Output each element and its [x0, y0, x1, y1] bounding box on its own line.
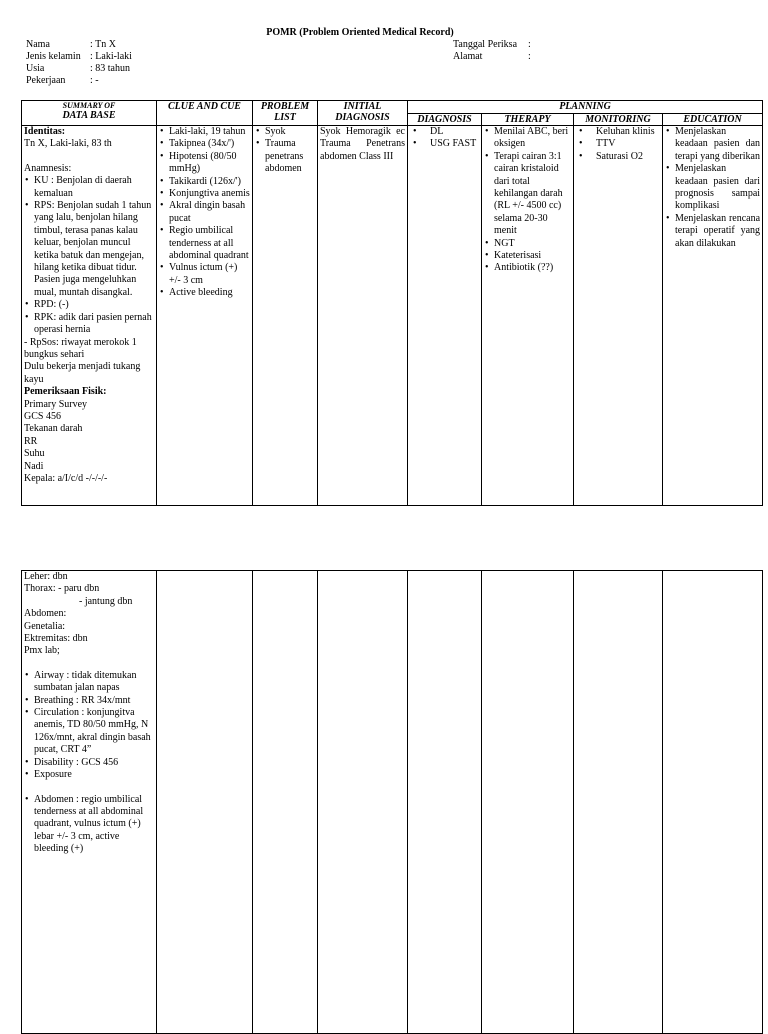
header-therapy: THERAPY	[482, 114, 574, 126]
info-label: Jenis kelamin	[26, 51, 81, 62]
cell-clue	[157, 126, 253, 506]
list-item: • NGT	[494, 238, 571, 250]
cell-therapy	[482, 126, 574, 506]
empty-cell	[663, 571, 763, 1034]
info-label: Usia	[26, 63, 45, 74]
list-item: • Airway : tidak ditemukan sumbatan jalan napas	[34, 670, 154, 695]
list-item: • Saturasi O2	[596, 151, 660, 163]
list-item: • Takipnea (34x/')	[169, 138, 250, 150]
list-item: • Menjelaskan rencana terapi operatif yang akan dilakukan	[675, 213, 760, 250]
abdomen-list	[24, 794, 154, 856]
empty-cell	[157, 571, 253, 1034]
list-item: • Disability : GCS 456	[34, 757, 154, 769]
monitoring-list	[576, 126, 660, 163]
address-row	[453, 51, 531, 63]
list-item: • RPD: (-)	[34, 299, 154, 311]
header-summary-small: SUMMARY OF	[62, 101, 116, 110]
identitas-text: Tn X, Laki-laki, 83 th	[24, 138, 112, 150]
empty-cell	[408, 571, 482, 1034]
list-item: • Menjelaskan keadaan pasien dan terapi yang diberikan	[675, 126, 760, 163]
fisik-line: RR	[24, 435, 38, 447]
list-item: • Active bleeding	[169, 287, 250, 299]
header-initial: INITIAL DIAGNOSIS	[318, 101, 408, 126]
info-value: :	[528, 51, 531, 62]
info-value: : 83 tahun	[90, 63, 130, 74]
list-item: • Takikardi (126x/')	[169, 176, 250, 188]
diagnosis-list	[410, 126, 479, 151]
empty-cell	[318, 571, 408, 1034]
cell-database	[22, 126, 157, 506]
list-item: • Terapi cairan 3:1 cairan kristaloid dari total kehilangan darah (RL +/- 4500 cc) selama 20-30 menit	[494, 151, 571, 238]
list-item: • USG FAST	[430, 138, 479, 150]
initial-diagnosis-text: Syok Hemoragik ec Trauma Penetrans abdomen Class III	[320, 126, 405, 162]
header-problem: PROBLEM LIST	[253, 101, 318, 126]
fisik-line: Nadi	[24, 460, 44, 472]
dulu-text: Dulu bekerja menjadi tukang kayu	[24, 361, 141, 385]
header-clue: CLUE AND CUE	[157, 101, 253, 126]
list-item: • Konjungtiva anemis	[169, 188, 250, 200]
cell-diagnosis	[408, 126, 482, 506]
list-item: • KU : Benjolan di daerah kemaluan	[34, 175, 154, 200]
patient-info	[26, 39, 132, 87]
exam-date-row	[453, 39, 531, 51]
list-item: • Keluhan klinis	[596, 126, 660, 138]
list-item: • TTV	[596, 138, 660, 150]
problem-list	[255, 126, 315, 176]
cell-problem	[253, 126, 318, 506]
list-item: • Menilai ABC, beri oksigen	[494, 126, 571, 151]
empty-cell	[253, 571, 318, 1034]
rpsos-text: - RpSos: riwayat merokok 1 bungkus sehari	[24, 336, 137, 360]
education-list	[665, 126, 760, 250]
patient-age-row	[26, 63, 132, 75]
list-item: • Circulation : konjungitva anemis, TD 80/50 mmHg, N 126x/mnt, akral dingin basah pucat, CRT 4”	[34, 707, 154, 757]
document-title: POMR (Problem Oriented Medical Record)	[266, 27, 454, 38]
list-item: • Laki-laki, 19 tahun	[169, 126, 250, 138]
list-item: • Menjelaskan keadaan pasien dari prognosis sampai komplikasi	[675, 163, 760, 213]
patient-name-row	[26, 39, 132, 51]
anamnesis-list	[24, 175, 154, 336]
list-item: • RPK: adik dari pasien pernah operasi hernia	[34, 312, 154, 337]
cell-monitoring	[574, 126, 663, 506]
exam-line: Abdomen:	[24, 608, 67, 620]
empty-cell	[482, 571, 574, 1034]
fisik-line: Primary Survey	[24, 398, 88, 410]
exam-info	[453, 39, 531, 63]
exam-line: Leher: dbn	[24, 571, 68, 582]
info-value: : Tn X	[90, 39, 116, 50]
list-item: • RPS: Benjolan sudah 1 tahun yang lalu, benjolan hilang timbul, terasa panas kalau keluar, benjolan muncul ketika batuk dan mengejan, hilang ketika dibuat tidur. Pasien juga mengeluhkan mual, muntah disangkal.	[34, 200, 154, 299]
exam-line: Thorax: - paru dbn	[24, 583, 100, 595]
info-label: Tanggal Periksa	[453, 39, 518, 50]
exam-line: - jantung dbn	[79, 595, 133, 607]
anamnesis-label: Anamnesis:	[24, 162, 72, 174]
header-education: EDUCATION	[663, 114, 763, 126]
header-summary	[22, 101, 157, 126]
list-item: • Syok	[265, 126, 315, 138]
info-label: Alamat	[453, 51, 483, 62]
list-item: • Abdomen : regio umbilical tenderness at all abdominal quadrant, vulnus ictum (+) lebar +/- 3 cm, active bleeding (+)	[34, 794, 154, 856]
header-monitoring: MONITORING	[574, 114, 663, 126]
cell-initial	[318, 126, 408, 506]
header-planning: PLANNING	[408, 101, 763, 114]
cell-database-continued	[22, 571, 157, 1034]
patient-job-row	[26, 75, 132, 87]
fisik-label: Pemeriksaan Fisik:	[24, 386, 107, 398]
fisik-line: Tekanan darah	[24, 423, 83, 435]
pomr-table-page-2	[21, 570, 763, 1034]
fisik-line: Kepala: a/I/c/d -/-/-/-	[24, 472, 108, 484]
exam-line: Pmx lab;	[24, 645, 60, 657]
list-item: • Trauma penetrans abdomen	[265, 138, 315, 175]
identitas-label: Identitas:	[24, 126, 66, 137]
cell-education	[663, 126, 763, 506]
info-value: : -	[90, 75, 99, 86]
clue-list	[159, 126, 250, 300]
exam-line: Ektremitas: dbn	[24, 633, 88, 645]
info-label: Nama	[26, 39, 50, 50]
exam-line: Genetalia:	[24, 620, 66, 632]
header-diagnosis: DIAGNOSIS	[408, 114, 482, 126]
info-value: :	[528, 39, 531, 50]
list-item: • Exposure	[34, 769, 154, 781]
list-item: • Hipotensi (80/50 mmHg)	[169, 151, 250, 176]
fisik-line: Suhu	[24, 448, 45, 460]
list-item: • Akral dingin basah pucat	[169, 200, 250, 225]
primary-survey-list	[24, 670, 154, 782]
list-item: • Antibiotik (??)	[494, 262, 571, 274]
list-item: • DL	[430, 126, 479, 138]
list-item: • Regio umbilical tenderness at all abdominal quadrant	[169, 225, 250, 262]
patient-sex-row	[26, 51, 132, 63]
list-item: • Breathing : RR 34x/mnt	[34, 695, 154, 707]
therapy-list	[484, 126, 571, 275]
list-item: • Vulnus ictum (+) +/- 3 cm	[169, 262, 250, 287]
list-item: • Kateterisasi	[494, 250, 571, 262]
pomr-table-page-1	[21, 100, 763, 506]
info-value: : Laki-laki	[90, 51, 132, 62]
info-label: Pekerjaan	[26, 75, 66, 86]
header-summary-big: DATA BASE	[62, 110, 116, 121]
empty-cell	[574, 571, 663, 1034]
fisik-line: GCS 456	[24, 410, 61, 422]
